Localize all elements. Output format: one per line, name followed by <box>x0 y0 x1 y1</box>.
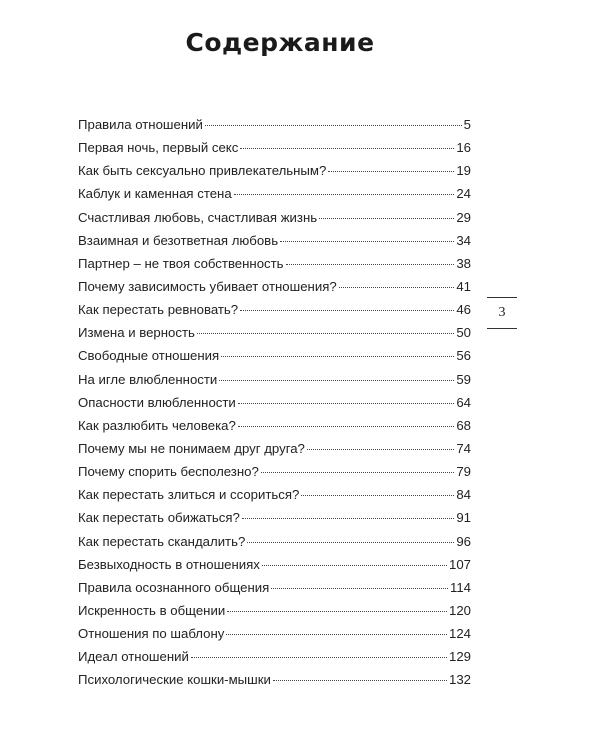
toc-entry <box>78 279 471 302</box>
dot-leader <box>191 657 447 658</box>
toc-entry-page: 16 <box>456 140 471 156</box>
toc-entry <box>78 534 471 557</box>
toc-entry <box>78 325 471 348</box>
toc-entry-title: На игле влюбленности <box>78 371 218 387</box>
toc-entry-page: 79 <box>456 464 471 480</box>
dot-leader <box>234 194 455 195</box>
toc-entry <box>78 233 471 256</box>
toc-entry-title: Почему зависимость убивает отношения? <box>78 278 337 294</box>
toc-entry <box>78 186 471 209</box>
toc-entry-page: 5 <box>463 117 471 132</box>
toc-entry <box>78 140 471 163</box>
dot-leader <box>339 287 455 288</box>
dot-leader <box>227 611 447 612</box>
toc-entry <box>78 372 471 395</box>
toc-entry-page: 56 <box>456 348 471 364</box>
dot-leader <box>238 426 455 427</box>
toc-entry <box>78 580 471 603</box>
toc-entry <box>78 418 471 441</box>
toc-entry-page: 29 <box>456 209 471 225</box>
toc-entry-page: 59 <box>456 371 471 387</box>
dot-leader <box>247 542 454 543</box>
toc-entry-title: Правила осознанного общения <box>78 579 270 595</box>
toc-entry <box>78 649 471 672</box>
toc-entry <box>78 603 471 626</box>
toc-entry-page: 24 <box>456 186 471 202</box>
page-number-marker <box>487 297 517 329</box>
toc-entry-page: 114 <box>449 579 471 595</box>
table-of-contents <box>78 117 471 696</box>
dot-leader <box>221 356 454 357</box>
dot-leader <box>301 495 454 496</box>
toc-entry-title: Безвыходность в отношениях <box>78 556 260 572</box>
toc-entry-page: 96 <box>456 533 471 549</box>
dot-leader <box>242 518 455 519</box>
dot-leader <box>328 171 454 172</box>
toc-entry-page: 38 <box>456 255 471 271</box>
toc-entry-page: 74 <box>456 440 471 456</box>
dot-leader <box>240 148 454 149</box>
toc-entry <box>78 557 471 580</box>
toc-entry-title: Партнер – не твоя собственность <box>78 255 284 271</box>
toc-entry-title: Взаимная и безответная любовь <box>78 232 279 248</box>
toc-entry-title: Как перестать злиться и ссориться? <box>78 487 300 503</box>
toc-entry-title: Почему мы не понимаем друг друга? <box>78 440 305 456</box>
toc-entry <box>78 117 471 140</box>
toc-entry <box>78 626 471 649</box>
toc-entry-page: 46 <box>456 302 471 318</box>
toc-entry-title: Первая ночь, первый секс <box>78 140 239 156</box>
toc-entry-title: Свободные отношения <box>78 348 220 364</box>
dot-leader <box>219 380 454 381</box>
page-number-rule-bottom <box>487 328 517 329</box>
toc-entry-page: 129 <box>448 649 471 665</box>
toc-entry-title: Идеал отношений <box>78 649 189 665</box>
toc-entry <box>78 510 471 533</box>
dot-leader <box>197 333 454 334</box>
toc-entry-title: Как быть сексуально привлекательным? <box>78 163 327 179</box>
toc-entry-title: Правила отношений <box>78 117 203 132</box>
toc-entry-title: Как перестать обижаться? <box>78 510 240 526</box>
toc-entry-title: Опасности влюбленности <box>78 394 236 410</box>
toc-entry-title: Искренность в общении <box>78 602 226 618</box>
page-title: Содержание <box>185 28 375 57</box>
toc-entry-title: Каблук и каменная стена <box>78 186 232 202</box>
toc-entry <box>78 348 471 371</box>
dot-leader <box>238 403 455 404</box>
toc-entry-page: 34 <box>456 232 471 248</box>
toc-entry <box>78 256 471 279</box>
toc-entry-page: 107 <box>448 556 471 572</box>
toc-entry-page: 120 <box>448 602 471 618</box>
page-number: 3 <box>498 305 506 320</box>
dot-leader <box>240 310 454 311</box>
toc-entry <box>78 487 471 510</box>
dot-leader <box>226 634 447 635</box>
toc-entry-title: Как разлюбить человека? <box>78 417 236 433</box>
toc-entry-page: 41 <box>456 278 471 294</box>
toc-entry-page: 19 <box>456 163 471 179</box>
dot-leader <box>286 264 455 265</box>
toc-entry-page: 64 <box>456 394 471 410</box>
dot-leader <box>205 125 462 126</box>
toc-entry-page: 84 <box>456 487 471 503</box>
dot-leader <box>280 241 454 242</box>
dot-leader <box>319 218 454 219</box>
dot-leader <box>271 588 448 589</box>
toc-entry <box>78 302 471 325</box>
toc-entry <box>78 464 471 487</box>
toc-entry-title: Как перестать ревновать? <box>78 302 239 318</box>
dot-leader <box>261 472 455 473</box>
toc-entry-title: Психологические кошки-мышки <box>78 672 271 688</box>
dot-leader <box>307 449 454 450</box>
toc-entry <box>78 395 471 418</box>
toc-entry <box>78 672 471 695</box>
toc-entry-title: Отношения по шаблону <box>78 626 225 642</box>
toc-entry-page: 124 <box>448 626 471 642</box>
toc-entry-title: Счастливая любовь, счастливая жизнь <box>78 209 318 225</box>
toc-entry-page: 50 <box>456 325 471 341</box>
dot-leader <box>273 680 447 681</box>
toc-entry <box>78 210 471 233</box>
toc-entry-title: Измена и верность <box>78 325 195 341</box>
dot-leader <box>262 565 447 566</box>
toc-entry-page: 68 <box>456 417 471 433</box>
toc-entry <box>78 441 471 464</box>
toc-entry <box>78 163 471 186</box>
toc-entry-title: Как перестать скандалить? <box>78 533 246 549</box>
toc-entry-title: Почему спорить бесполезно? <box>78 464 259 480</box>
toc-entry-page: 132 <box>448 672 471 688</box>
toc-entry-page: 91 <box>456 510 471 526</box>
